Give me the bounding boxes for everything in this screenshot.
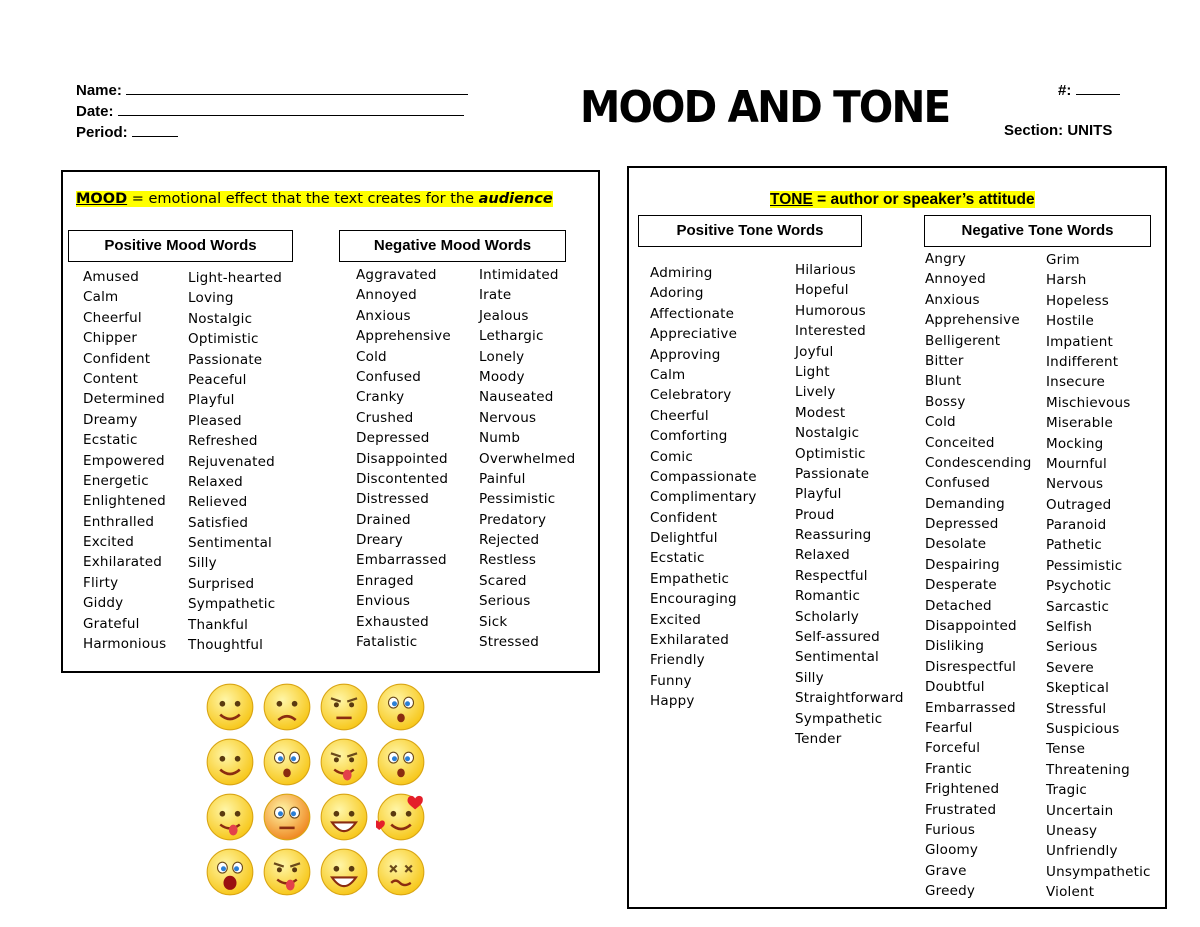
- list-item: Complimentary: [650, 489, 757, 506]
- list-item: Enlightened: [83, 493, 166, 510]
- list-item: Straightforward: [795, 690, 904, 707]
- list-item: Depressed: [925, 516, 999, 533]
- list-item: Despairing: [925, 556, 1000, 573]
- list-item: Sentimental: [188, 535, 273, 552]
- list-item: Scared: [479, 572, 527, 589]
- list-item: Delightful: [650, 530, 718, 547]
- list-item: Severe: [1046, 659, 1094, 676]
- list-item: Threatening: [1046, 761, 1130, 778]
- silly-tongue-face-icon: [205, 792, 255, 842]
- negative-tone-list-1: [925, 249, 1031, 902]
- positive-mood-heading: Positive Mood Words: [68, 230, 293, 262]
- number-line[interactable]: [1076, 80, 1120, 95]
- list-item: Hilarious: [795, 262, 856, 278]
- date-line[interactable]: [118, 101, 464, 116]
- positive-mood-list-1: [83, 267, 166, 654]
- list-item: Tense: [1046, 741, 1086, 758]
- list-item: Psychotic: [1046, 578, 1112, 595]
- list-item: Greedy: [925, 883, 976, 900]
- tone-definition-text: = author or speaker’s attitude: [812, 191, 1035, 208]
- mood-definition-text: = emotional effect that the text creates for the: [127, 191, 479, 207]
- negative-tone-heading: Negative Tone Words: [924, 215, 1151, 247]
- list-item: Empowered: [83, 452, 165, 469]
- list-item: Belligerent: [925, 332, 1001, 349]
- list-item: Giddy: [83, 595, 124, 612]
- list-item: Apprehensive: [925, 312, 1020, 329]
- list-item: Jealous: [479, 307, 529, 324]
- list-item: Restless: [479, 552, 537, 569]
- list-item: Excited: [83, 534, 135, 551]
- list-item: Annoyed: [356, 287, 417, 304]
- list-item: Funny: [650, 672, 692, 689]
- list-item: Hostile: [1046, 313, 1094, 330]
- list-item: Embarrassed: [925, 699, 1016, 716]
- list-item: Nostalgic: [795, 425, 860, 442]
- list-item: Proud: [795, 506, 835, 523]
- list-item: Optimistic: [188, 331, 259, 348]
- list-item: Sympathetic: [188, 596, 276, 613]
- list-item: Cheerful: [83, 309, 142, 326]
- negative-mood-list-2: [479, 265, 575, 652]
- grinning-face-icon: [319, 792, 369, 842]
- list-item: Doubtful: [925, 679, 985, 696]
- list-item: Mischievous: [1046, 394, 1131, 411]
- list-item: Uneasy: [1046, 822, 1098, 839]
- list-item: Admiring: [650, 265, 713, 281]
- list-item: Overwhelmed: [479, 450, 576, 467]
- list-item: Calm: [83, 289, 119, 306]
- list-item: Scholarly: [795, 608, 859, 625]
- period-field[interactable]: [76, 122, 178, 141]
- list-item: Nervous: [479, 409, 537, 426]
- list-item: Sarcastic: [1046, 598, 1110, 615]
- list-item: Pessimistic: [1046, 557, 1123, 574]
- list-item: Selfish: [1046, 619, 1093, 636]
- list-item: Serious: [1046, 639, 1098, 656]
- list-item: Frantic: [925, 760, 973, 777]
- list-item: Sick: [479, 613, 508, 630]
- list-item: Disappointed: [356, 450, 448, 467]
- list-item: Light: [795, 363, 830, 380]
- list-item: Confident: [83, 350, 151, 367]
- list-item: Reassuring: [795, 527, 872, 544]
- section-label: Section: UNITS: [1004, 122, 1113, 139]
- list-item: Apprehensive: [356, 328, 451, 345]
- list-item: Blunt: [925, 373, 962, 390]
- list-item: Irate: [479, 287, 512, 304]
- list-item: Mournful: [1046, 455, 1107, 472]
- list-item: Dreamy: [83, 411, 138, 428]
- list-item: Enthralled: [83, 513, 155, 530]
- list-item: Enraged: [356, 572, 414, 589]
- list-item: Angry: [925, 251, 966, 267]
- list-item: Satisfied: [188, 514, 249, 531]
- list-item: Fearful: [925, 719, 973, 736]
- name-label: Name:: [76, 82, 122, 99]
- mood-term: MOOD: [76, 191, 128, 207]
- list-item: Celebratory: [650, 387, 732, 404]
- list-item: Stressed: [479, 634, 539, 651]
- list-item: Tragic: [1046, 782, 1088, 799]
- list-item: Romantic: [795, 588, 861, 605]
- mood-definition: [76, 191, 553, 207]
- name-field[interactable]: [76, 80, 468, 99]
- list-item: Exhilarated: [83, 554, 163, 571]
- list-item: Demanding: [925, 495, 1005, 512]
- list-item: Adoring: [650, 285, 704, 302]
- tone-term: TONE: [770, 191, 813, 208]
- list-item: Impatient: [1046, 333, 1113, 350]
- list-item: Confused: [356, 368, 422, 385]
- name-line[interactable]: [126, 80, 468, 95]
- number-field[interactable]: [1058, 80, 1120, 99]
- list-item: Harsh: [1046, 272, 1087, 289]
- mood-definition-highlight: [76, 191, 553, 207]
- period-label: Period:: [76, 124, 128, 141]
- list-item: Annoyed: [925, 271, 986, 288]
- list-item: Fatalistic: [356, 634, 418, 651]
- happy-face-icon: [205, 737, 255, 787]
- list-item: Exhilarated: [650, 632, 730, 649]
- annoyed-face-icon: [319, 682, 369, 732]
- list-item: Cheerful: [650, 407, 709, 424]
- list-item: Disrespectful: [925, 658, 1017, 675]
- tongue-out-face-icon: [319, 737, 369, 787]
- list-item: Respectful: [795, 567, 868, 584]
- list-item: Miserable: [1046, 415, 1113, 432]
- list-item: Relaxed: [795, 547, 850, 564]
- list-item: Cranky: [356, 389, 405, 406]
- shocked-face-icon: [205, 847, 255, 897]
- list-item: Nostalgic: [188, 310, 253, 327]
- page-title: MOOD AND TONE: [580, 82, 950, 133]
- list-item: Pleased: [188, 412, 242, 429]
- sick-face-icon: [376, 847, 426, 897]
- positive-tone-heading: Positive Tone Words: [638, 215, 862, 247]
- list-item: Uncertain: [1046, 802, 1114, 819]
- negative-tone-list-2: [1046, 250, 1151, 903]
- list-item: Relieved: [188, 494, 248, 511]
- list-item: Frustrated: [925, 801, 997, 818]
- list-item: Relaxed: [188, 473, 243, 490]
- positive-tone-list-1: [650, 263, 757, 712]
- date-label: Date:: [76, 103, 114, 120]
- list-item: Bitter: [925, 352, 964, 369]
- list-item: Anxious: [925, 291, 980, 308]
- list-item: Confident: [650, 509, 718, 526]
- big-grin-face-icon: [319, 847, 369, 897]
- list-item: Surprised: [188, 575, 255, 592]
- date-field[interactable]: [76, 101, 464, 120]
- list-item: Thankful: [188, 616, 249, 633]
- list-item: Silly: [188, 555, 217, 572]
- list-item: Hopeful: [795, 282, 849, 299]
- list-item: Unfriendly: [1046, 843, 1118, 860]
- list-item: Suspicious: [1046, 720, 1120, 737]
- list-item: Refreshed: [188, 433, 258, 450]
- list-item: Serious: [479, 593, 531, 610]
- list-item: Ecstatic: [650, 550, 705, 567]
- list-item: Forceful: [925, 740, 981, 757]
- list-item: Lonely: [479, 348, 525, 365]
- list-item: Content: [83, 370, 139, 387]
- list-item: Nauseated: [479, 389, 554, 406]
- list-item: Insecure: [1046, 374, 1106, 391]
- emoji-grid: [205, 682, 435, 902]
- list-item: Indifferent: [1046, 353, 1119, 370]
- list-item: Numb: [479, 430, 521, 447]
- list-item: Flirty: [83, 574, 119, 591]
- list-item: Predatory: [479, 511, 547, 528]
- period-line[interactable]: [132, 122, 178, 137]
- list-item: Modest: [795, 404, 846, 421]
- list-item: Joyful: [795, 343, 834, 360]
- list-item: Comic: [650, 448, 694, 465]
- list-item: Light-hearted: [188, 270, 283, 286]
- list-item: Pessimistic: [479, 491, 556, 508]
- list-item: Appreciative: [650, 326, 738, 343]
- list-item: Tender: [795, 730, 842, 747]
- list-item: Energetic: [83, 472, 149, 489]
- list-item: Approving: [650, 346, 721, 363]
- list-item: Desolate: [925, 536, 987, 553]
- list-item: Unsympathetic: [1046, 863, 1151, 880]
- list-item: Conceited: [925, 434, 995, 451]
- list-item: Excited: [650, 611, 702, 628]
- negative-mood-heading: Negative Mood Words: [339, 230, 566, 262]
- surprised-face-icon: [376, 682, 426, 732]
- tone-definition: [770, 191, 1035, 209]
- list-item: Passionate: [795, 465, 870, 482]
- list-item: Playful: [188, 392, 235, 409]
- list-item: Outraged: [1046, 496, 1112, 513]
- list-item: Optimistic: [795, 445, 866, 462]
- tone-definition-highlight: [770, 191, 1035, 208]
- list-item: Frightened: [925, 781, 1000, 798]
- list-item: Encouraging: [650, 591, 737, 608]
- list-item: Thoughtful: [188, 637, 264, 654]
- list-item: Confused: [925, 475, 991, 492]
- list-item: Pathetic: [1046, 537, 1103, 554]
- list-item: Bossy: [925, 393, 966, 410]
- list-item: Gloomy: [925, 842, 979, 859]
- list-item: Mocking: [1046, 435, 1104, 452]
- list-item: Comforting: [650, 428, 728, 445]
- list-item: Self-assured: [795, 629, 880, 646]
- skeptical-tongue-face-icon: [262, 847, 312, 897]
- list-item: Amused: [83, 269, 140, 285]
- list-item: Silly: [795, 669, 824, 686]
- list-item: Lethargic: [479, 328, 544, 345]
- list-item: Disappointed: [925, 618, 1017, 635]
- list-item: Paranoid: [1046, 517, 1107, 534]
- list-item: Empathetic: [650, 570, 730, 587]
- list-item: Distressed: [356, 491, 429, 508]
- list-item: Determined: [83, 391, 165, 408]
- list-item: Playful: [795, 486, 842, 503]
- list-item: Disliking: [925, 638, 985, 655]
- mood-definition-emphasis: audience: [478, 191, 553, 207]
- list-item: Anxious: [356, 307, 411, 324]
- list-item: Discontented: [356, 470, 449, 487]
- list-item: Drained: [356, 511, 411, 528]
- list-item: Crushed: [356, 409, 414, 426]
- wide-eyed-face-icon: [262, 737, 312, 787]
- list-item: Happy: [650, 693, 695, 710]
- list-item: Lively: [795, 384, 836, 401]
- list-item: Desperate: [925, 577, 997, 594]
- list-item: Humorous: [795, 302, 866, 319]
- list-item: Affectionate: [650, 305, 735, 322]
- list-item: Aggravated: [356, 267, 437, 283]
- list-item: Embarrassed: [356, 552, 447, 569]
- list-item: Cold: [925, 414, 956, 431]
- list-item: Envious: [356, 593, 411, 610]
- list-item: Calm: [650, 366, 686, 383]
- smiling-face-icon: [205, 682, 255, 732]
- list-item: Peaceful: [188, 371, 247, 388]
- list-item: Loving: [188, 290, 234, 307]
- list-item: Rejected: [479, 532, 540, 549]
- list-item: Stressful: [1046, 700, 1107, 717]
- list-item: Condescending: [925, 454, 1032, 471]
- sad-face-icon: [262, 682, 312, 732]
- list-item: Detached: [925, 597, 992, 614]
- list-item: Intimidated: [479, 267, 559, 283]
- list-item: Ecstatic: [83, 432, 138, 449]
- list-item: Friendly: [650, 652, 705, 669]
- list-item: Passionate: [188, 351, 263, 368]
- number-label: #:: [1058, 82, 1072, 99]
- list-item: Chipper: [83, 330, 138, 347]
- list-item: Hopeless: [1046, 292, 1110, 309]
- list-item: Dreary: [356, 532, 403, 549]
- list-item: Grave: [925, 862, 967, 879]
- list-item: Grim: [1046, 252, 1080, 268]
- blushing-face-icon: [262, 792, 312, 842]
- list-item: Grateful: [83, 615, 140, 632]
- list-item: Skeptical: [1046, 680, 1110, 697]
- list-item: Compassionate: [650, 468, 757, 485]
- list-item: Sympathetic: [795, 710, 883, 727]
- list-item: Depressed: [356, 430, 430, 447]
- list-item: Interested: [795, 323, 866, 340]
- list-item: Harmonious: [83, 636, 167, 653]
- list-item: Violent: [1046, 884, 1095, 901]
- worried-face-icon: [376, 737, 426, 787]
- list-item: Cold: [356, 348, 387, 365]
- negative-mood-list-1: [356, 265, 451, 652]
- list-item: Sentimental: [795, 649, 880, 666]
- positive-tone-list-2: [795, 260, 904, 749]
- list-item: Painful: [479, 470, 526, 487]
- list-item: Exhausted: [356, 613, 429, 630]
- love-hearts-face-icon: [376, 792, 426, 842]
- list-item: Rejuvenated: [188, 453, 275, 470]
- positive-mood-list-2: [188, 268, 282, 655]
- list-item: Moody: [479, 368, 525, 385]
- list-item: Nervous: [1046, 476, 1104, 493]
- list-item: Furious: [925, 821, 976, 838]
